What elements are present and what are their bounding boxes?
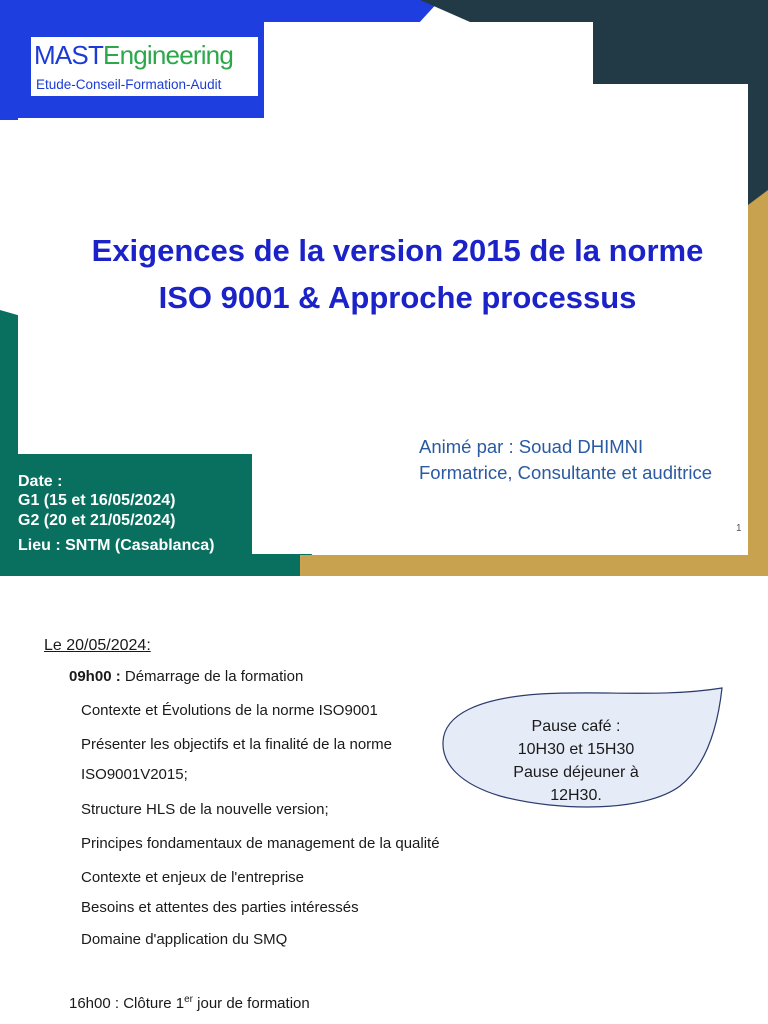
agenda-start bbox=[69, 668, 303, 685]
agenda-item: Contexte et Évolutions de la norme ISO9001 bbox=[81, 702, 378, 719]
agenda-item: Domaine d'application du SMQ bbox=[81, 931, 288, 948]
agenda-item: Présenter les objectifs et la finalité de la norme bbox=[81, 736, 392, 753]
location: Lieu : SNTM (Casablanca) bbox=[18, 537, 215, 554]
bubble-line: Pause déjeuner à bbox=[513, 764, 639, 781]
agenda-item: Besoins et attentes des parties intéressés bbox=[81, 899, 359, 916]
logo-brand: MASTEngineering bbox=[34, 40, 234, 70]
agenda-item: Principes fondamentaux de management de la qualité bbox=[81, 835, 440, 852]
closing-superscript: er bbox=[184, 994, 193, 1005]
bubble-line: 10H30 et 15H30 bbox=[517, 741, 635, 758]
agenda-slide bbox=[0, 576, 768, 1024]
agenda-item: Contexte et enjeux de l'entreprise bbox=[81, 869, 305, 886]
bubble-line: 12H30. bbox=[550, 787, 602, 804]
date-label: Date : bbox=[18, 473, 63, 490]
agenda-item: Structure HLS de la nouvelle version; bbox=[81, 801, 329, 818]
agenda-date-heading: Le 20/05/2024: bbox=[44, 637, 151, 654]
presenter-name: Animé par : Souad DHIMNI bbox=[419, 436, 644, 457]
start-time: 09h00 : bbox=[69, 668, 121, 685]
closing-prefix: 16h00 : Clôture 1 bbox=[69, 995, 185, 1012]
page-number: 1 bbox=[736, 523, 742, 534]
group-1-dates: G1 (15 et 16/05/2024) bbox=[18, 492, 176, 509]
closing-suffix: jour de formation bbox=[192, 995, 310, 1012]
slide-title-line-1: Exigences de la version 2015 de la norme bbox=[91, 233, 704, 268]
agenda-item: ISO9001V2015; bbox=[81, 766, 188, 783]
agenda-closing bbox=[69, 994, 310, 1012]
slide-title-line-2: ISO 9001 & Approche processus bbox=[158, 280, 637, 315]
start-text: Démarrage de la formation bbox=[120, 668, 304, 685]
bubble-line: Pause café : bbox=[531, 718, 621, 735]
corner-block bbox=[593, 22, 748, 84]
group-2-dates: G2 (20 et 21/05/2024) bbox=[18, 512, 176, 529]
presenter-role: Formatrice, Consultante et auditrice bbox=[419, 462, 713, 483]
logo-tagline: Etude-Conseil-Formation-Audit bbox=[36, 77, 222, 92]
